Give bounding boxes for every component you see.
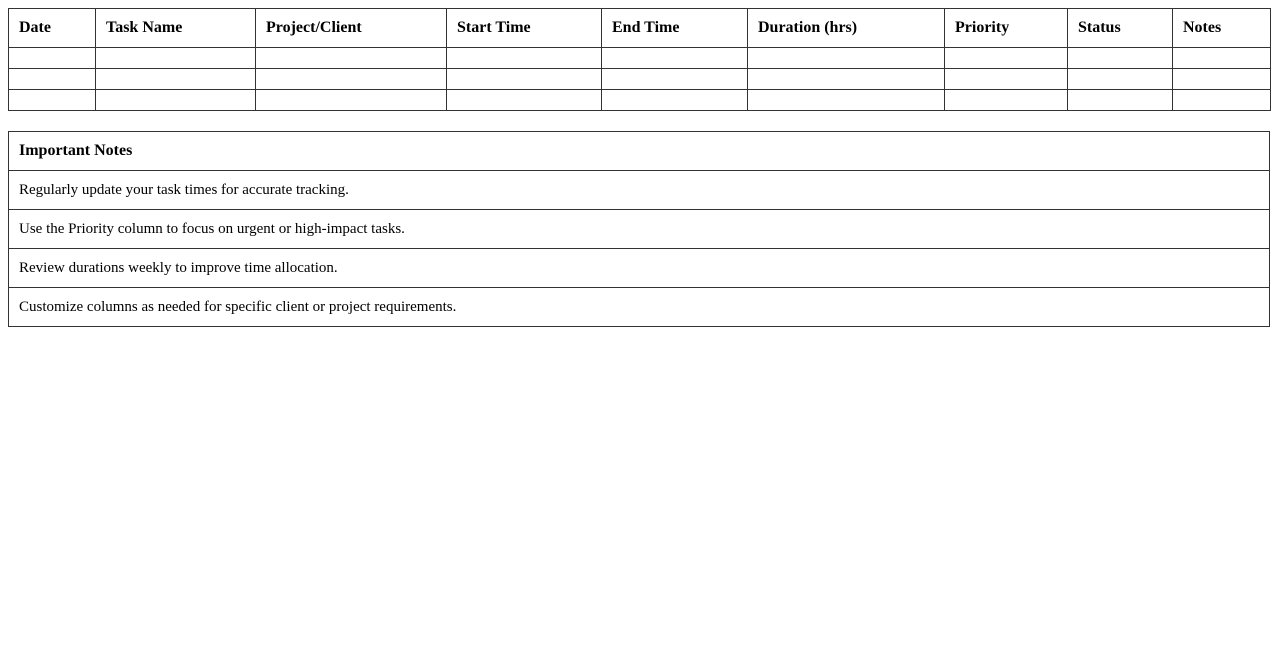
table-cell[interactable] <box>945 69 1068 90</box>
table-header-row <box>9 9 1271 48</box>
table-cell[interactable] <box>748 69 945 90</box>
notes-header-row <box>9 132 1270 171</box>
table-cell[interactable] <box>256 90 447 111</box>
table-row <box>9 48 1271 69</box>
table-cell[interactable] <box>602 48 748 69</box>
table-cell[interactable] <box>447 90 602 111</box>
column-header-start-time: Start Time <box>447 9 602 48</box>
column-header-date: Date <box>9 9 96 48</box>
table-cell[interactable] <box>1068 48 1173 69</box>
table-cell[interactable] <box>256 69 447 90</box>
note-item: Review durations weekly to improve time allocation. <box>9 249 1270 288</box>
column-header-status: Status <box>1068 9 1173 48</box>
table-cell[interactable] <box>9 90 96 111</box>
table-row <box>9 69 1271 90</box>
table-cell[interactable] <box>256 48 447 69</box>
column-header-task-name: Task Name <box>96 9 256 48</box>
table-cell[interactable] <box>96 90 256 111</box>
note-row <box>9 210 1270 249</box>
table-cell[interactable] <box>96 69 256 90</box>
table-cell[interactable] <box>1068 90 1173 111</box>
note-item: Use the Priority column to focus on urgent or high-impact tasks. <box>9 210 1270 249</box>
table-cell[interactable] <box>447 69 602 90</box>
notes-heading: Important Notes <box>9 132 1270 171</box>
table-cell[interactable] <box>945 48 1068 69</box>
column-header-duration: Duration (hrs) <box>748 9 945 48</box>
table-cell[interactable] <box>9 48 96 69</box>
note-item: Regularly update your task times for accurate tracking. <box>9 171 1270 210</box>
important-notes-table <box>8 131 1270 327</box>
table-cell[interactable] <box>602 69 748 90</box>
table-cell[interactable] <box>1173 69 1271 90</box>
table-row <box>9 90 1271 111</box>
note-row <box>9 288 1270 327</box>
column-header-project-client: Project/Client <box>256 9 447 48</box>
table-cell[interactable] <box>447 48 602 69</box>
table-cell[interactable] <box>1173 90 1271 111</box>
table-cell[interactable] <box>945 90 1068 111</box>
note-item: Customize columns as needed for specific client or project requirements. <box>9 288 1270 327</box>
table-cell[interactable] <box>1068 69 1173 90</box>
table-cell[interactable] <box>9 69 96 90</box>
table-cell[interactable] <box>748 90 945 111</box>
column-header-end-time: End Time <box>602 9 748 48</box>
column-header-notes: Notes <box>1173 9 1271 48</box>
table-cell[interactable] <box>602 90 748 111</box>
note-row <box>9 249 1270 288</box>
table-cell[interactable] <box>96 48 256 69</box>
note-row <box>9 171 1270 210</box>
table-cell[interactable] <box>1173 48 1271 69</box>
time-tracker-table <box>8 8 1271 111</box>
table-cell[interactable] <box>748 48 945 69</box>
table-body <box>9 48 1271 111</box>
column-header-priority: Priority <box>945 9 1068 48</box>
